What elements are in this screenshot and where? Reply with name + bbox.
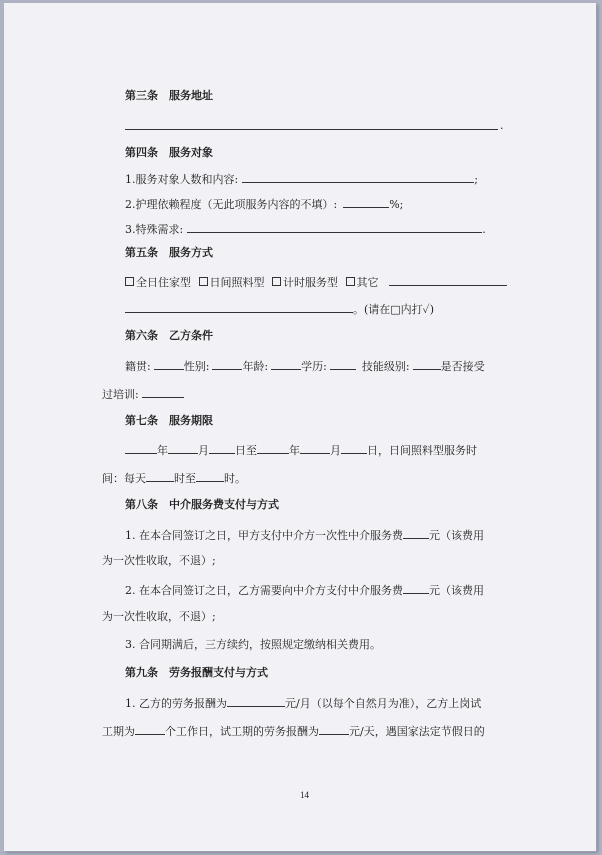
end-month-label: 月 [330, 444, 341, 457]
end-month-blank [300, 442, 330, 454]
option-full-time-label: 全日住家型 [136, 276, 191, 289]
page-number: 14 [300, 790, 309, 800]
p1-fee-blank [403, 527, 429, 539]
article-4-item-1: 1.服务对象人数和内容: ; [125, 173, 478, 186]
p1-unit: 元（该费用 [429, 529, 484, 542]
p2-fee-blank [403, 582, 429, 594]
item-1-label: 1.服务对象人数和内容: [125, 173, 239, 186]
year-label: 年 [157, 444, 168, 457]
article-8-p1 [125, 527, 484, 543]
native-place-blank [154, 358, 184, 370]
skill-level-blank [413, 358, 441, 370]
document-page [4, 3, 596, 851]
option-other-label: 其它 [356, 276, 379, 289]
item-2-label: 2.护理依赖程度（无此项服务内容的不填）: [125, 198, 338, 211]
article-8-p2 [125, 582, 484, 598]
checkbox-day-care[interactable] [199, 277, 208, 286]
article-7-heading: 第七条 服务期限 [125, 414, 213, 427]
article-6-heading: 第六条 乙方条件 [125, 329, 213, 342]
start-day-blank [209, 442, 235, 454]
trial-period-label: 工期为 [102, 725, 135, 738]
hour-end-label: 时。 [224, 472, 246, 485]
option-day-care-label: 日间照料型 [209, 276, 265, 289]
end-year-blank [257, 442, 289, 454]
month-label: 月 [198, 444, 209, 457]
monthly-pay-blank [227, 695, 285, 707]
checkbox-note: 。(请在□内打✓) [353, 303, 435, 316]
item-2-blank [343, 196, 389, 208]
item-3-blank [187, 221, 482, 233]
service-address-blank [125, 128, 498, 130]
other-blank [389, 274, 507, 286]
article-8-heading: 第八条 中介服务费支付与方式 [125, 498, 279, 511]
start-month-blank [168, 442, 198, 454]
p1-remuneration-text: 1. 乙方的劳务报酬为 [125, 697, 227, 710]
gender-label: 性别: [183, 360, 210, 373]
other-blank-2 [125, 301, 353, 313]
party-b-fields [125, 358, 485, 374]
service-period-line-1 [125, 442, 477, 458]
item-2-suffix: %; [389, 198, 404, 211]
party-b-line-2 [102, 386, 184, 402]
period-mark: . [500, 119, 504, 132]
training-blank [142, 386, 184, 398]
end-day-label: 日，日间照料型服务时 [367, 444, 477, 457]
article-8-p1-cont: 为一次性收取，不退）; [102, 554, 216, 567]
end-year-label: 年 [289, 444, 300, 457]
trial-pay-unit: 元/天，遇国家法定节假日的 [349, 725, 485, 738]
p2-text: 2. 在本合同签订之日，乙方需要向中介方支付中介服务费 [125, 584, 403, 597]
start-year-blank [125, 442, 157, 454]
article-3-heading: 第三条 服务地址 [125, 89, 213, 102]
checkbox-other[interactable] [346, 277, 355, 286]
article-8-p2-cont: 为一次性收取，不退）; [102, 610, 216, 623]
option-hourly-label: 计时服务型 [283, 276, 338, 289]
service-mode-line-2 [125, 301, 434, 317]
article-9-heading: 第九条 劳务报酬支付与方式 [125, 666, 268, 679]
checkbox-full-time[interactable] [125, 277, 134, 286]
education-label: 学历: [301, 360, 327, 373]
trial-pay-label: 个工作日，试工期的劳务报酬为 [165, 725, 319, 738]
gender-blank [212, 358, 242, 370]
age-label: 年龄: [242, 360, 269, 373]
trial-pay-blank [319, 723, 349, 735]
daily-label: 间：每天 [102, 472, 146, 485]
article-4-item-2 [125, 196, 403, 212]
p1-remuneration-unit: 元/月（以每个自然月为准），乙方上岗试 [285, 697, 482, 710]
article-9-p2 [102, 723, 485, 739]
item-3-label: 3.特殊需求: [125, 223, 184, 236]
daily-end-blank [196, 470, 224, 482]
end-day-blank [341, 442, 367, 454]
native-place-label: 籍贯: [125, 360, 151, 373]
training-label: 过培训: [102, 388, 139, 401]
education-blank [330, 358, 356, 370]
trial-days-blank [135, 723, 165, 735]
item-1-blank [242, 171, 474, 183]
article-9-p1 [125, 695, 481, 711]
checkbox-hourly[interactable] [272, 277, 281, 286]
age-blank [271, 358, 301, 370]
skill-level-label: 技能级别: [361, 360, 410, 373]
trained-label: 是否接受 [440, 360, 485, 373]
day-to-label: 日至 [235, 444, 257, 457]
article-5-heading: 第五条 服务方式 [125, 246, 213, 259]
daily-start-blank [146, 470, 174, 482]
article-8-p3: 3. 合同期满后，三方续约，按照规定缴纳相关费用。 [125, 638, 381, 651]
service-period-line-2 [102, 470, 246, 486]
p1-text: 1. 在本合同签订之日，甲方支付中介方一次性中介服务费 [125, 529, 403, 542]
article-4-item-3: 3.特殊需求: . [125, 223, 486, 236]
article-4-heading: 第四条 服务对象 [125, 146, 213, 159]
p2-unit: 元（该费用 [429, 584, 484, 597]
hour-to-label: 时至 [174, 472, 196, 485]
service-mode-options [125, 274, 507, 290]
